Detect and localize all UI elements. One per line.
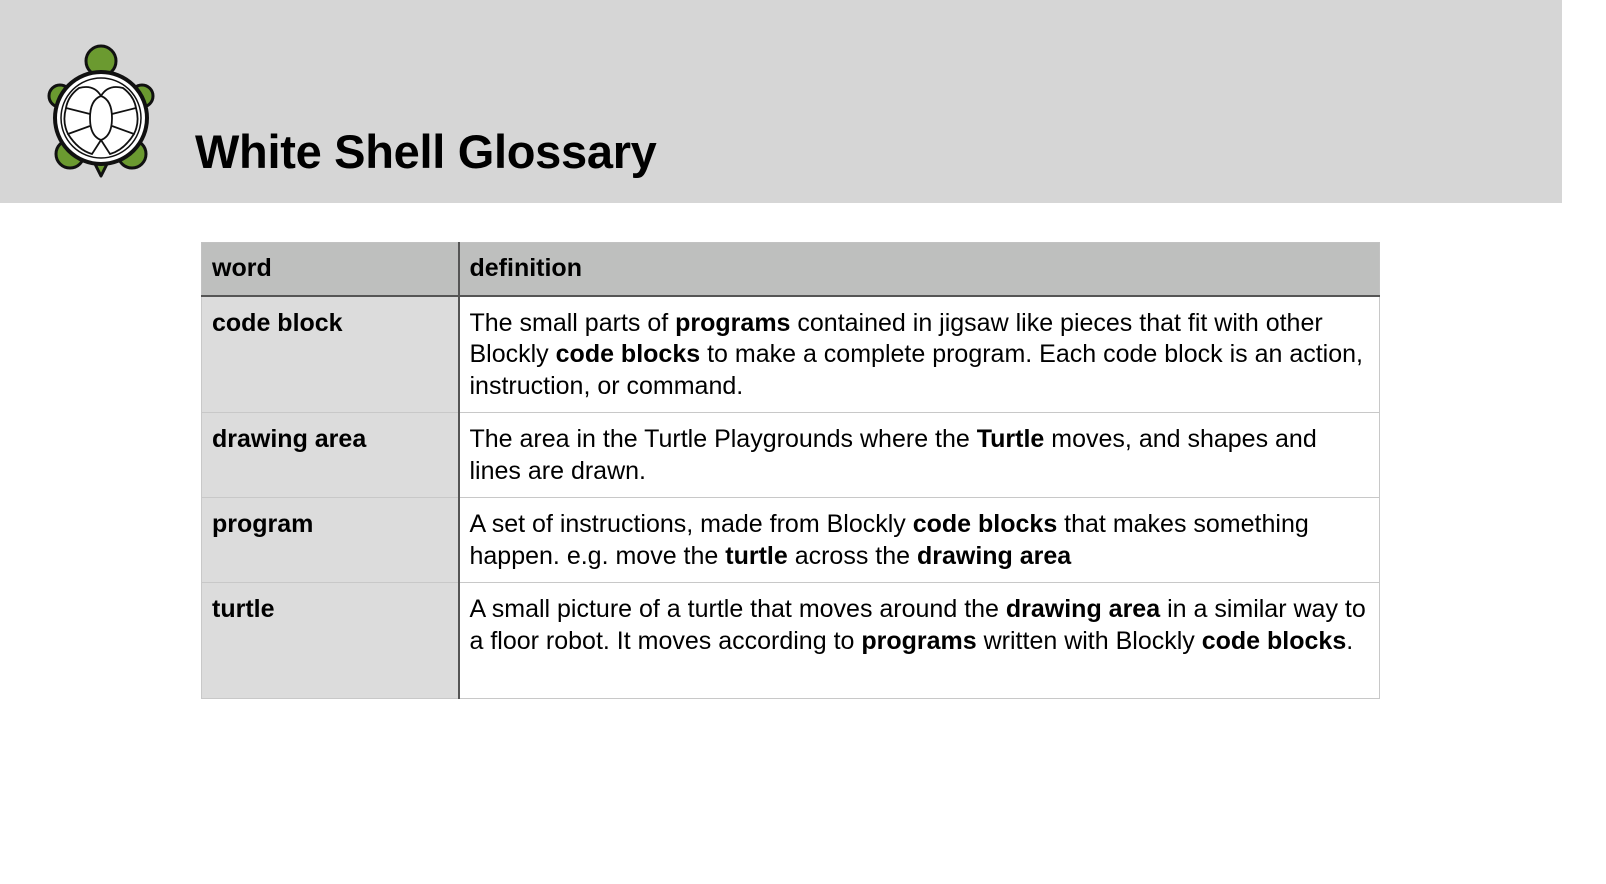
glossary-definition: The area in the Turtle Playgrounds where the Turtle moves, and shapes and lines are drawn. (459, 413, 1380, 498)
page-title: White Shell Glossary (195, 125, 657, 178)
glossary-table (201, 242, 1380, 699)
column-header-word: word (202, 243, 459, 296)
table-row (202, 296, 1380, 413)
glossary-term: program (202, 498, 459, 583)
table-row (202, 498, 1380, 583)
glossary-term: drawing area (202, 413, 459, 498)
header-banner (0, 0, 1562, 203)
table-header-row (202, 243, 1380, 296)
table-row (202, 583, 1380, 699)
glossary-definition: A small picture of a turtle that moves around the drawing area in a similar way to a floor robot. It moves according to programs written with Blockly code blocks. (459, 583, 1380, 699)
column-header-definition: definition (459, 243, 1380, 296)
glossary-term: code block (202, 296, 459, 413)
glossary-definition: A set of instructions, made from Blockly code blocks that makes something happen. e.g. move the turtle across the drawing area (459, 498, 1380, 583)
glossary-definition: The small parts of programs contained in jigsaw like pieces that fit with other Blockly code blocks to make a complete program. Each code block is an action, instruction, or command. (459, 296, 1380, 413)
turtle-icon (46, 44, 156, 178)
glossary-term: turtle (202, 583, 459, 699)
table-row (202, 413, 1380, 498)
